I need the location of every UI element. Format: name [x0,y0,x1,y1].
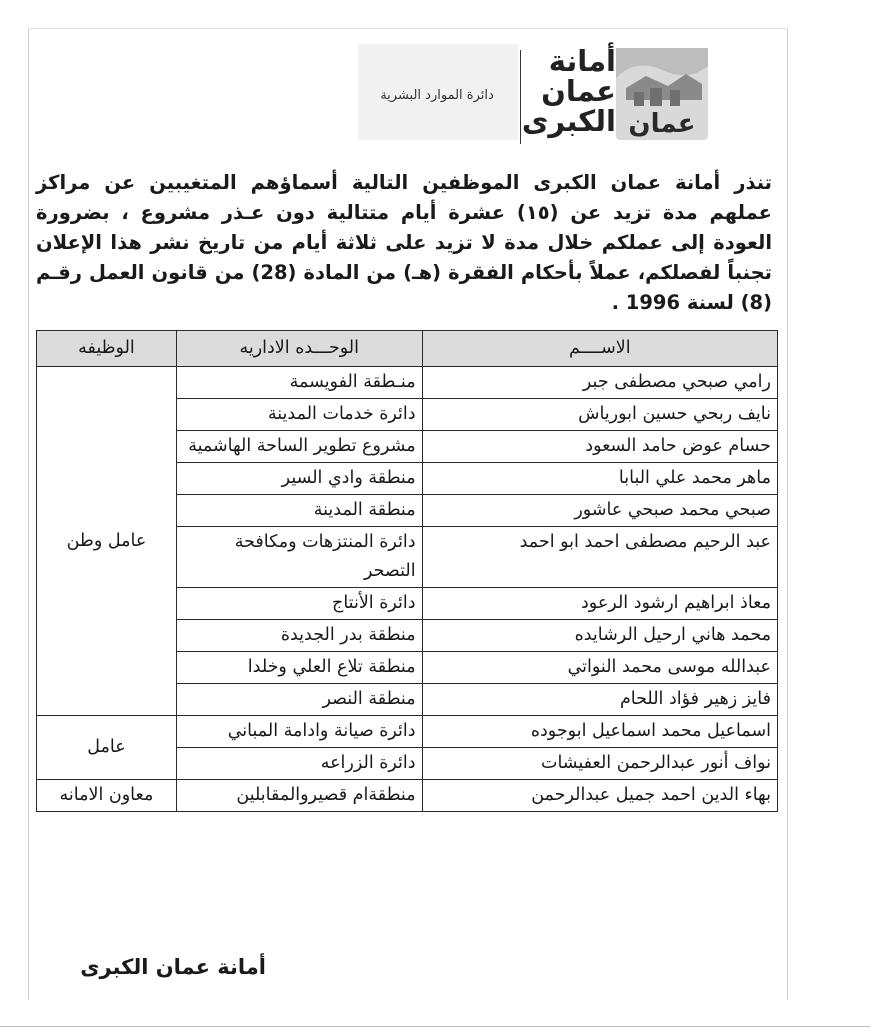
employee-name: نواف أنور عبدالرحمن العفيشات [422,748,777,780]
header-divider [520,50,521,144]
announcement-text: تنذر أمانة عمان الكبرى الموظفين التالية أسماؤهم المتغيبين عن مراكز عملهم مدة تزيد عن (١٥) عشرة أيام متتالية دون عـذر مشروع ، بضرورة العودة إلى عملكم خلال مدة لا تزيد على ثلاثة أيام من تاريخ نشر هذا الإعلان تجنباً لفصلكم، عملاً بأحكام الفقرة (هـ) من المادة (28) من قانون العمل رقـم (8) لسنة 1996 . [36,171,772,314]
administrative-unit: منطقة بدر الجديدة [176,620,422,652]
table-row [37,780,778,812]
employee-name: نايف ربحي حسين ابورياش [422,399,777,431]
administrative-unit: دائرة خدمات المدينة [176,399,422,431]
employee-name: عبدالله موسى محمد النواتي [422,652,777,684]
employee-name: ماهر محمد علي البابا [422,463,777,495]
signature: أمانة عمان الكبرى [80,955,266,979]
administrative-unit: منـطقة الفويسمة [176,367,422,399]
absent-employees-table [36,330,778,812]
administrative-unit: دائرة الزراعه [176,748,422,780]
administrative-unit: منطقة وادي السير [176,463,422,495]
column-header-name: الاســــم [422,331,777,367]
table-row [37,367,778,399]
logo-line-3: الكبرى [521,104,616,138]
employee-name: بهاء الدين احمد جميل عبدالرحمن [422,780,777,812]
administrative-unit: منطقةام قصيروالمقابلين [176,780,422,812]
employee-name: رامي صبحي مصطفى جبر [422,367,777,399]
administrative-unit: مشروع تطوير الساحة الهاشمية [176,431,422,463]
administrative-unit: دائرة المنتزهات ومكافحة التصحر [176,527,422,588]
administrative-unit: منطقة المدينة [176,495,422,527]
administrative-unit: منطقة النصر [176,684,422,716]
table-header-row [37,331,778,367]
employee-name: صبحي محمد صبحي عاشور [422,495,777,527]
administrative-unit: دائرة الأنتاج [176,588,422,620]
employee-name: عبد الرحيم مصطفى احمد ابو احمد [422,527,777,588]
employee-name: اسماعيل محمد اسماعيل ابوجوده [422,716,777,748]
amman-logo-icon [616,48,708,140]
job-title: معاون الامانه [37,780,177,812]
logo-wordmark [521,44,616,138]
employee-name: محمد هاني ارحيل الرشايده [422,620,777,652]
administrative-unit: دائرة صيانة وادامة المباني [176,716,422,748]
announcement-header [358,44,708,144]
logo-line-2: عمان [541,74,616,108]
bottom-divider [0,1026,870,1027]
employee-name: فايز زهير فؤاد اللحام [422,684,777,716]
administrative-unit: منطقة تلاع العلي وخلدا [176,652,422,684]
column-header-job: الوظيفه [37,331,177,367]
employee-name: حسام عوض حامد السعود [422,431,777,463]
column-header-unit: الوحـــده الاداريه [176,331,422,367]
table-row [37,716,778,748]
job-title: عامل [37,716,177,780]
logo-mark-text: عمان [628,109,696,139]
logo-line-1: أمانة [548,44,616,78]
job-title: عامل وطن [37,367,177,716]
department-name: دائرة الموارد البشرية [380,88,494,103]
employee-name: معاذ ابراهيم ارشود الرعود [422,588,777,620]
